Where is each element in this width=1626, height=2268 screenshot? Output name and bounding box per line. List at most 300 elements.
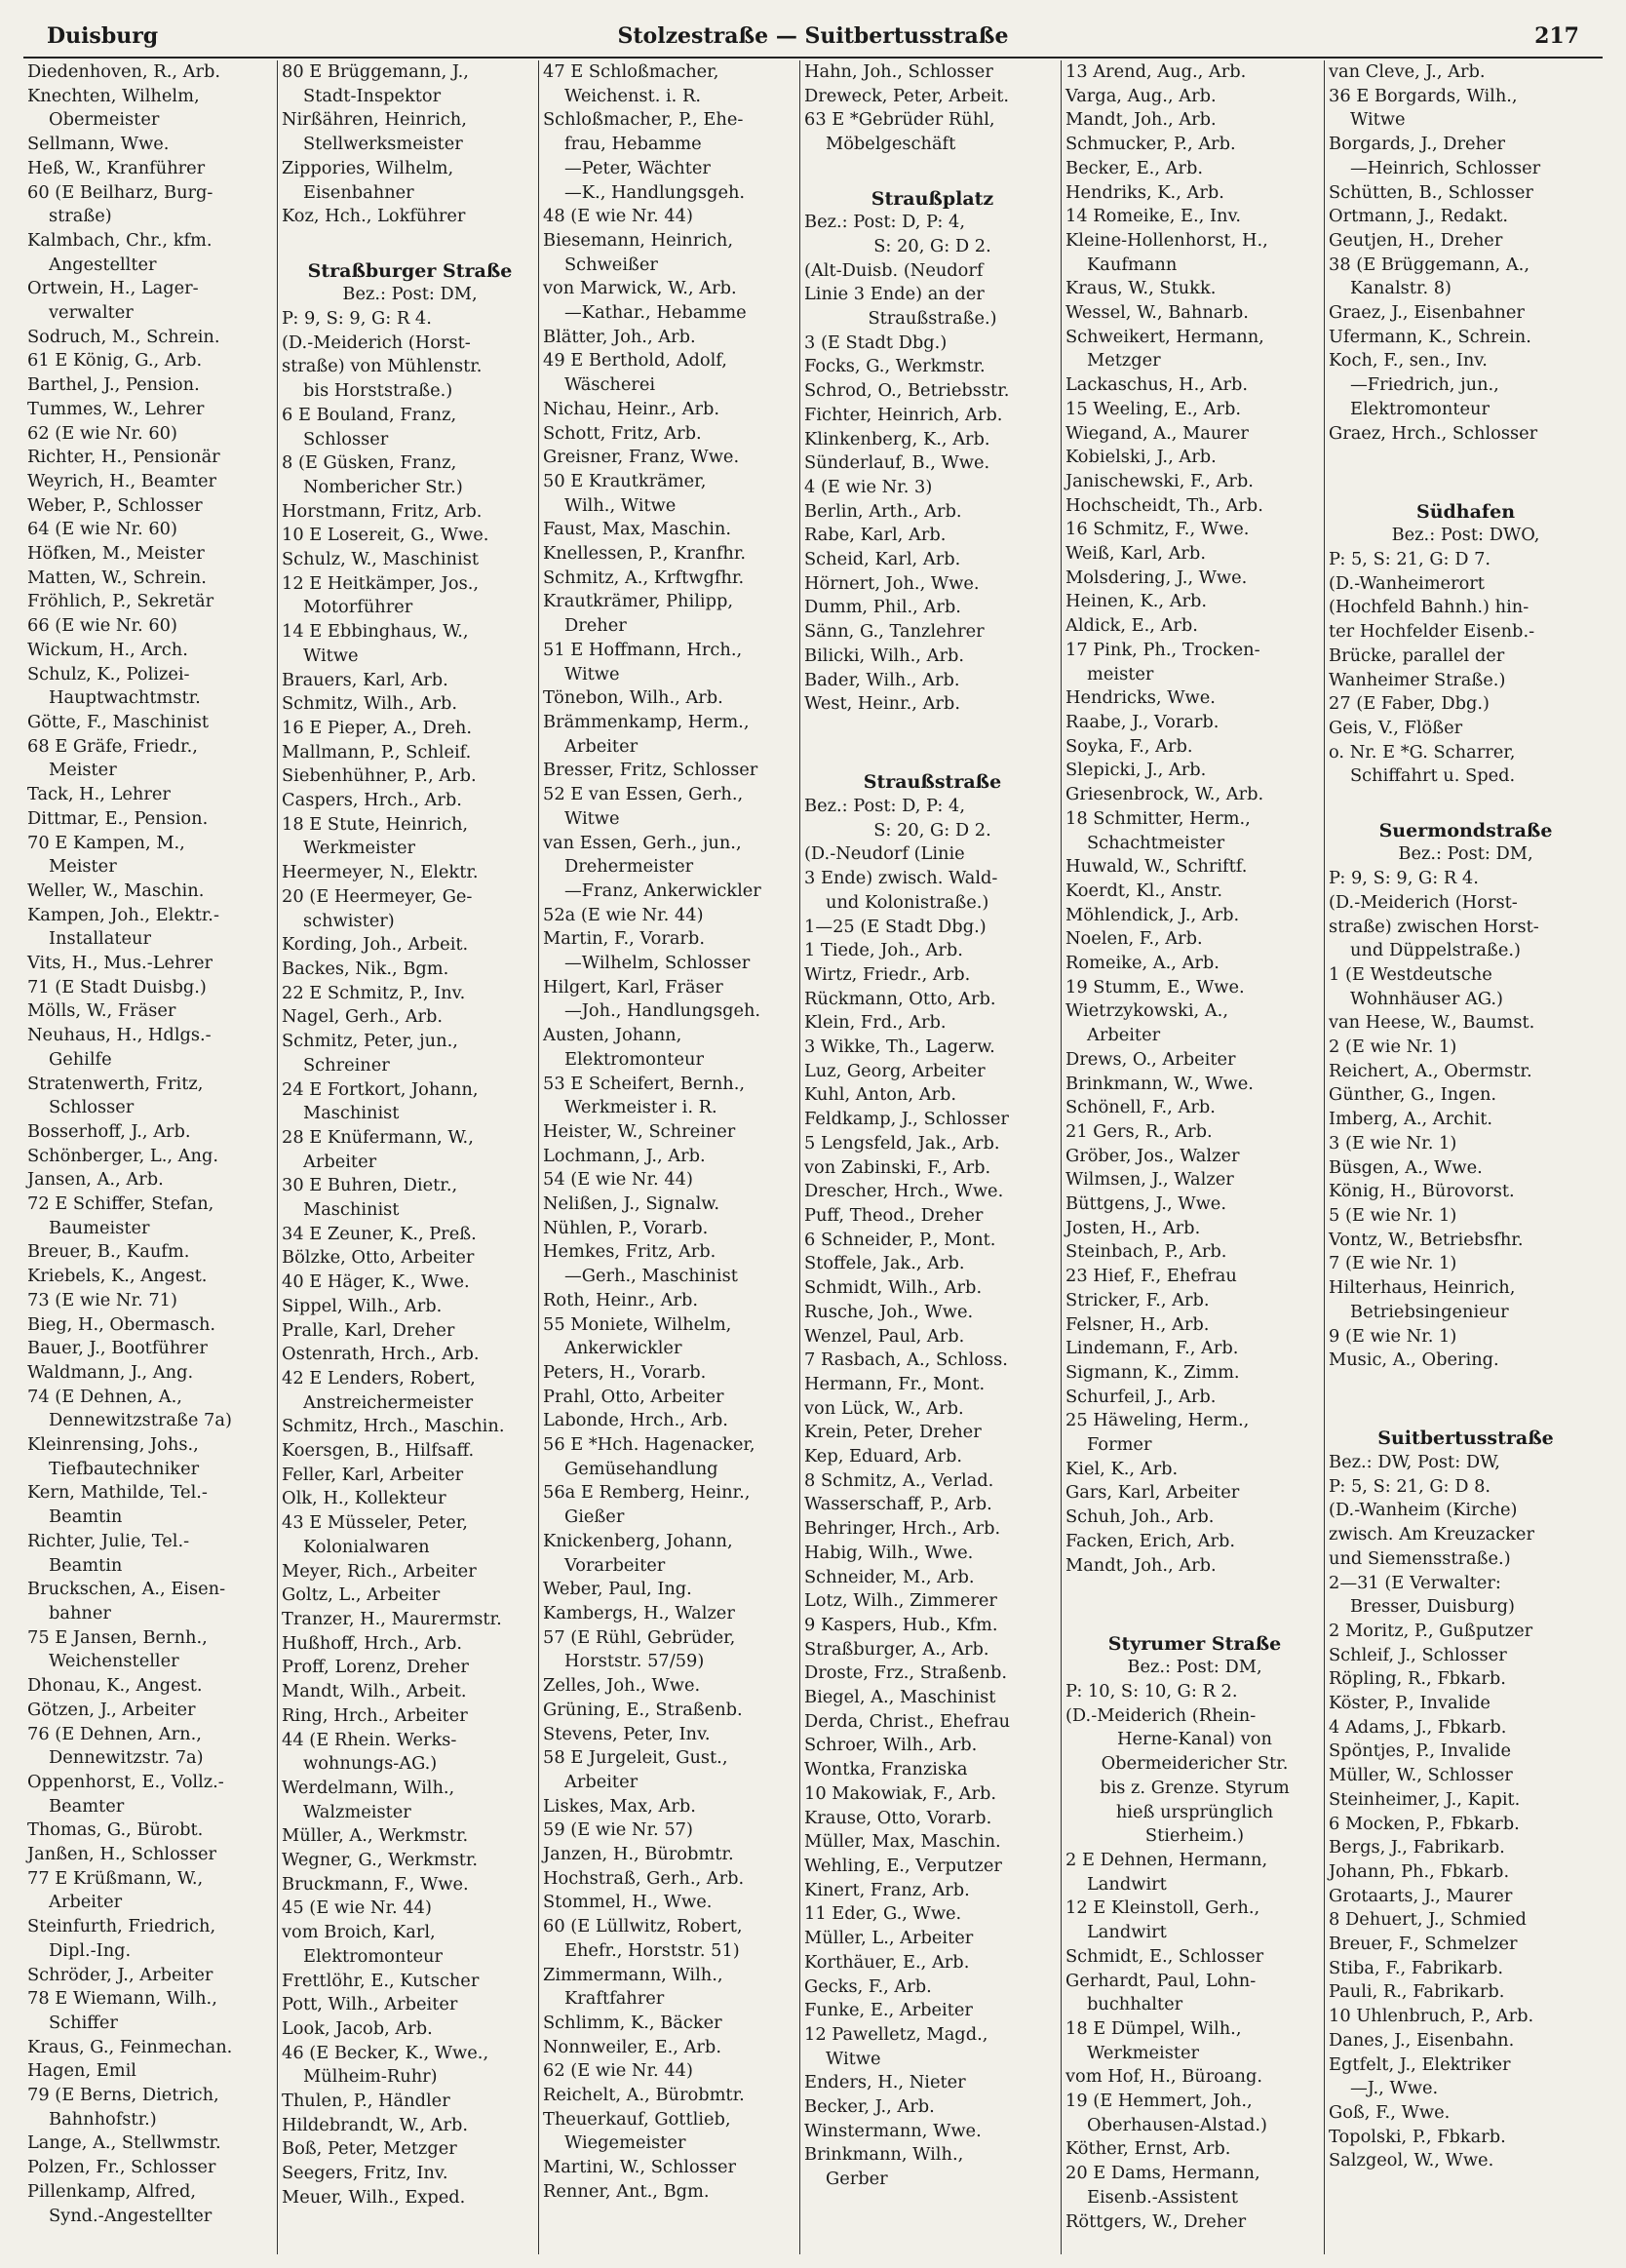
directory-entry: Puff, Theod., Dreher <box>804 1205 984 1226</box>
entry-continuation: Witwe <box>1350 109 1406 131</box>
directory-entry: P: 9, S: 9, G: R 4. <box>1329 868 1479 889</box>
directory-entry: Gerhardt, Paul, Lohn- <box>1065 1970 1257 1991</box>
directory-entry: 55 Moniete, Wilhelm, <box>543 1313 732 1335</box>
directory-entry: Rusche, Joh., Wwe. <box>804 1301 974 1322</box>
directory-entry: Derda, Christ., Ehefrau <box>804 1710 1011 1732</box>
directory-entry: P: 5, S: 21, G: D 8. <box>1329 1475 1491 1497</box>
directory-entry: 8 Schmitz, A., Verlad. <box>804 1469 994 1491</box>
directory-entry: Fichter, Heinrich, Arb. <box>804 404 1003 425</box>
directory-entry: Topolski, P., Fbkarb. <box>1329 2126 1506 2147</box>
directory-entry: Barthel, J., Pension. <box>27 374 200 396</box>
directory-entry: 7 Rasbach, A., Schloss. <box>804 1349 1008 1371</box>
directory-entry: 19 (E Hemmert, Joh., <box>1065 2091 1253 2112</box>
directory-entry: 28 E Knüfermann, W., <box>282 1126 474 1148</box>
directory-entry: 62 (E wie Nr. 44) <box>543 2060 693 2082</box>
directory-entry: Slepicki, J., Arb. <box>1065 760 1207 781</box>
directory-entry: Winstermann, Wwe. <box>804 2120 982 2141</box>
entry-continuation: Schachtmeister <box>1087 832 1225 853</box>
directory-entry: 38 (E Brüggemann, A., <box>1329 254 1529 275</box>
directory-entry: Klinkenberg, K., Arb. <box>804 428 990 450</box>
directory-entry: Sellmann, Wwe. <box>27 134 170 155</box>
directory-entry: Tack, H., Lehrer <box>27 784 171 805</box>
directory-entry: Aldick, E., Arb. <box>1065 615 1198 637</box>
entry-continuation: Stadt-Inspektor <box>303 85 442 106</box>
directory-entry: Theuerkauf, Gottlieb, <box>543 2108 731 2130</box>
street-heading: Styrumer Straße <box>1107 1632 1282 1655</box>
directory-entry: 18 E Dümpel, Wilh., <box>1065 2017 1242 2039</box>
directory-entry: Rabe, Karl, Arb. <box>804 525 947 546</box>
directory-entry: 3 (E wie Nr. 1) <box>1329 1132 1457 1154</box>
entry-continuation: —Friedrich, jun., <box>1350 374 1499 396</box>
directory-entry: Ring, Hrch., Arbeiter <box>282 1704 468 1726</box>
directory-entry: 52a (E wie Nr. 44) <box>543 904 704 925</box>
entry-continuation: Meister <box>49 760 117 781</box>
entry-continuation: —J., Wwe. <box>1350 2078 1439 2099</box>
directory-entry: Janischewski, F., Arb. <box>1065 470 1254 491</box>
directory-entry: Wehling, E., Verputzer <box>804 1855 1002 1876</box>
directory-entry: Look, Jacob, Arb. <box>282 2017 433 2039</box>
directory-entry: 76 (E Dehnen, Arn., <box>27 1723 202 1744</box>
directory-entry: P: 9, S: 9, G: R 4. <box>282 308 432 330</box>
directory-entry: Tönebon, Wilh., Arb. <box>543 687 723 709</box>
directory-entry: (D.-Wanheimerort <box>1329 572 1485 594</box>
directory-entry: 72 E Schiffer, Stefan, <box>27 1193 214 1215</box>
header-city: Duisburg <box>47 23 159 49</box>
directory-entry: Bez.: Post: DM, <box>1127 1657 1262 1678</box>
entry-continuation: Horststr. 57/59) <box>564 1651 705 1672</box>
entry-continuation: Dennewitzstr. 7a) <box>49 1747 204 1769</box>
directory-entry: Austen, Johann, <box>543 1025 682 1046</box>
directory-entry: Vontz, W., Betriebsfhr. <box>1329 1229 1524 1250</box>
directory-entry: Stiba, F., Fabrikarb. <box>1329 1957 1504 1978</box>
directory-column-3 <box>538 60 799 2254</box>
directory-entry: Bez.: Post: DM, <box>342 284 478 305</box>
blank-line <box>804 741 1061 765</box>
directory-entry: Kobielski, J., Arb. <box>1065 447 1217 468</box>
directory-entry: Heermeyer, N., Elektr. <box>282 862 479 883</box>
entry-continuation: Schiffahrt u. Sped. <box>1350 765 1516 787</box>
directory-column-6 <box>1324 60 1603 2254</box>
entry-continuation: Oberhausen-Alstad.) <box>1087 2114 1267 2135</box>
directory-entry: Schott, Fritz, Arb. <box>543 422 702 444</box>
directory-entry: Dreweck, Peter, Arbeit. <box>804 85 1009 106</box>
directory-entry: 80 E Brüggemann, J., <box>282 61 469 82</box>
address-columns <box>23 60 1603 2254</box>
directory-entry: Reichert, A., Obermstr. <box>1329 1060 1532 1081</box>
directory-entry: 2 Moritz, P., Gußputzer <box>1329 1620 1533 1641</box>
directory-entry: Schleif, J., Schlosser <box>1329 1644 1507 1665</box>
directory-entry: 2 (E wie Nr. 1) <box>1329 1036 1457 1058</box>
directory-entry: Schlimm, K., Bäcker <box>543 2012 722 2033</box>
directory-entry: Gecks, F., Arb. <box>804 1975 932 1997</box>
directory-entry: Weller, W., Maschin. <box>27 880 205 901</box>
directory-entry: Zimmermann, Wilh., <box>543 1964 723 1985</box>
directory-entry: Breuer, F., Schmelzer <box>1329 1934 1518 1955</box>
directory-entry: 40 E Häger, K., Wwe. <box>282 1271 470 1293</box>
directory-entry: 18 E Stute, Heinrich, <box>282 813 469 835</box>
directory-column-1 <box>23 60 277 2254</box>
directory-entry: 62 (E wie Nr. 60) <box>27 422 177 444</box>
directory-entry: Sodruch, M., Schrein. <box>27 326 220 347</box>
entry-continuation: Weichenst. i. R. <box>564 85 702 106</box>
directory-entry: Vits, H., Mus.-Lehrer <box>27 953 213 974</box>
directory-entry: Feldkamp, J., Schlosser <box>804 1109 1009 1130</box>
directory-entry: 78 E Wiemann, Wilh., <box>27 1988 217 2010</box>
directory-entry: Thulen, P., Händler <box>282 2091 450 2112</box>
entry-continuation: Kraftfahrer <box>564 1988 665 2010</box>
directory-entry: Knechten, Wilhelm, <box>27 85 200 106</box>
directory-entry: Bauer, J., Bootführer <box>27 1338 208 1359</box>
directory-entry: bis z. Grenze. Styrum <box>1100 1777 1290 1798</box>
directory-entry: Stratenwerth, Fritz, <box>27 1073 204 1094</box>
directory-entry: Hendriks, K., Arb. <box>1065 181 1224 203</box>
directory-entry: Obermeidericher Str. <box>1101 1753 1289 1775</box>
directory-entry: Bergs, J., Fabrikarb. <box>1329 1837 1505 1858</box>
directory-entry: Kleine-Hollenhorst, H., <box>1065 229 1268 251</box>
directory-entry: 18 Schmitter, Herm., <box>1065 807 1251 829</box>
directory-entry: Müller, L., Arbeiter <box>804 1928 974 1949</box>
directory-entry: Scheid, Karl, Arb. <box>804 549 961 570</box>
directory-entry: Becker, J., Arb. <box>804 2096 935 2118</box>
directory-entry: 14 Romeike, E., Inv. <box>1065 206 1242 227</box>
directory-entry: Grüning, E., Straßenb. <box>543 1699 743 1720</box>
entry-continuation: —Kathar., Hebamme <box>564 302 747 324</box>
entry-continuation: Beamter <box>49 1795 125 1817</box>
entry-continuation: Witwe <box>564 663 620 684</box>
entry-continuation: Werkmeister <box>1087 2042 1199 2063</box>
directory-entry: 6 E Bouland, Franz, <box>282 404 457 425</box>
directory-entry: Wirtz, Friedr., Arb. <box>804 963 971 985</box>
directory-entry: von Lück, W., Arb. <box>804 1397 964 1419</box>
directory-entry: 68 E Gräfe, Friedr., <box>27 735 198 757</box>
directory-entry: 20 (E Heermeyer, Ge- <box>282 885 473 907</box>
directory-entry: straße) von Mühlenstr. <box>282 356 483 377</box>
street-heading: Straßburger Straße <box>307 259 513 282</box>
entry-continuation: Former <box>1087 1434 1152 1456</box>
directory-entry: Müller, Max, Maschin. <box>804 1831 1001 1853</box>
directory-entry: Lackaschus, H., Arb. <box>1065 374 1248 396</box>
directory-entry: Richter, H., Pensionär <box>27 447 220 468</box>
directory-entry: Rückmann, Otto, Arb. <box>804 988 996 1009</box>
directory-entry: Sigmann, K., Zimm. <box>1065 1361 1240 1383</box>
directory-entry: Griesenbrock, W., Arb. <box>1065 784 1264 805</box>
directory-entry: Schmidt, Wilh., Arb. <box>804 1277 983 1299</box>
directory-entry: Wegner, G., Werkmstr. <box>282 1850 479 1871</box>
directory-entry: Janzen, H., Bürobmtr. <box>543 1844 734 1865</box>
directory-entry: Oppenhorst, E., Vollz.- <box>27 1771 224 1792</box>
directory-entry: Romeike, A., Arb. <box>1065 953 1220 974</box>
entry-continuation: Gießer <box>564 1506 625 1528</box>
directory-entry: Ortmann, J., Redakt. <box>1329 206 1509 227</box>
directory-entry: Kuhl, Anton, Arb. <box>804 1084 957 1106</box>
entry-continuation: Landwirt <box>1087 1922 1167 1943</box>
directory-entry: Kleinrensing, Johs., <box>27 1434 199 1456</box>
directory-entry: Nonnweiler, E., Arb. <box>543 2036 721 2057</box>
directory-entry: Frettlöhr, E., Kutscher <box>282 1970 480 1991</box>
entry-continuation: Weichensteller <box>49 1651 179 1672</box>
entry-continuation: Werkmeister <box>303 838 415 859</box>
directory-entry: Waldmann, J., Ang. <box>27 1361 194 1383</box>
directory-entry: Stevens, Peter, Inv. <box>543 1723 711 1744</box>
directory-entry: Soyka, F., Arb. <box>1065 735 1193 757</box>
directory-entry: Kinert, Franz, Arb. <box>804 1879 970 1900</box>
entry-continuation: und Kolonistraße.) <box>826 891 989 913</box>
entry-continuation: Dreher <box>564 615 627 637</box>
blank-line <box>1329 446 1603 470</box>
directory-entry: Bez.: Post: DWO, <box>1391 525 1540 546</box>
directory-entry: Schmidt, E., Schlosser <box>1065 1945 1264 1967</box>
directory-entry: Graez, J., Eisenbahner <box>1329 302 1525 324</box>
directory-entry: 2 E Dehnen, Hermann, <box>1065 1850 1268 1870</box>
directory-entry: Roth, Heinr., Arb. <box>543 1289 699 1310</box>
entry-continuation: Dennewitzstraße 7a) <box>49 1410 232 1431</box>
directory-entry: Mandt, Joh., Arb. <box>1065 1554 1217 1576</box>
entry-continuation: verwalter <box>49 302 134 324</box>
directory-entry: Music, A., Obering. <box>1329 1349 1499 1371</box>
directory-entry: Mölls, W., Fräser <box>27 1000 176 1022</box>
directory-entry: Lochmann, J., Arb. <box>543 1145 706 1166</box>
directory-entry: Götzen, J., Arbeiter <box>27 1699 196 1720</box>
entry-continuation: Wohnhäuser AG.) <box>1350 988 1503 1009</box>
directory-entry: Wietrzykowski, A., <box>1065 1000 1228 1022</box>
directory-entry: Schweikert, Hermann, <box>1065 326 1264 347</box>
directory-entry: Weiß, Karl, Arb. <box>1065 543 1206 565</box>
directory-entry: 16 E Pieper, A., Dreh. <box>282 717 473 738</box>
directory-entry: P: 10, S: 10, G: R 2. <box>1065 1681 1238 1702</box>
entry-continuation: Arbeiter <box>564 735 639 757</box>
directory-entry: Dittmar, E., Pension. <box>27 807 209 829</box>
street-heading: Suermondstraße <box>1378 819 1553 841</box>
directory-entry: hieß ursprünglich <box>1115 1801 1274 1822</box>
directory-entry: Becker, E., Arb. <box>1065 157 1204 178</box>
directory-entry: 22 E Schmitz, P., Inv. <box>282 982 466 1003</box>
directory-entry: Luz, Georg, Arbeiter <box>804 1060 986 1081</box>
directory-entry: Peters, H., Vorarb. <box>543 1361 707 1383</box>
entry-continuation: Bresser, Duisburg) <box>1350 1596 1515 1618</box>
directory-entry: Funke, E., Arbeiter <box>804 2000 973 2021</box>
directory-entry: o. Nr. E *G. Scharrer, <box>1329 741 1516 763</box>
directory-entry: 60 (E Lüllwitz, Robert, <box>543 1916 743 1937</box>
directory-entry: Raabe, J., Vorarb. <box>1065 711 1220 732</box>
entry-continuation: Gemüsehandlung <box>564 1458 718 1479</box>
street-heading: Straußplatz <box>871 187 994 210</box>
directory-entry: Janßen, H., Schlosser <box>27 1844 217 1865</box>
blank-line <box>1065 1578 1324 1602</box>
directory-column-2 <box>277 60 538 2254</box>
entry-continuation: Kolonialwaren <box>303 1536 430 1557</box>
directory-entry: 77 E Krüßmann, W., <box>27 1867 204 1889</box>
directory-entry: 12 E Heitkämper, Jos., <box>282 572 480 594</box>
directory-entry: 11 Eder, G., Wwe. <box>804 1903 962 1925</box>
street-heading: Suitbertusstraße <box>1377 1427 1554 1450</box>
directory-entry: Krautkrämer, Philipp, <box>543 591 733 612</box>
directory-entry: Weyrich, H., Beamter <box>27 470 216 491</box>
entry-continuation: meister <box>1087 663 1154 684</box>
directory-entry: Faust, Max, Maschin. <box>543 519 732 540</box>
directory-entry: Klein, Frd., Arb. <box>804 1012 947 1034</box>
directory-entry: Müller, W., Schlosser <box>1329 1765 1513 1786</box>
directory-entry: von Marwick, W., Arb. <box>543 278 737 299</box>
directory-entry: (D.-Meiderich (Horst- <box>1329 891 1518 913</box>
directory-entry: Bruckschen, A., Eisen- <box>27 1579 226 1600</box>
directory-entry: Büttgens, J., Wwe. <box>1065 1193 1226 1215</box>
directory-entry: Geis, V., Flößer <box>1329 717 1463 738</box>
entry-continuation: —Franz, Ankerwickler <box>564 880 761 901</box>
directory-entry: Stricker, F., Arb. <box>1065 1289 1210 1310</box>
directory-entry: Schütten, B., Schlosser <box>1329 181 1533 203</box>
directory-entry: Bosserhoff, J., Arb. <box>27 1120 191 1142</box>
entry-continuation: —Joh., Handlungsgeh. <box>564 1000 761 1022</box>
directory-entry: Höfken, M., Meister <box>27 543 205 565</box>
blank-line <box>1329 1397 1603 1422</box>
directory-entry: Sänn, G., Tanzlehrer <box>804 621 985 643</box>
directory-entry: Koersgen, B., Hilfsaff. <box>282 1440 475 1462</box>
directory-entry: von Zabinski, F., Arb. <box>804 1156 991 1178</box>
directory-entry: Röpling, R., Fbkarb. <box>1329 1668 1506 1690</box>
directory-entry: 59 (E wie Nr. 57) <box>543 1819 693 1841</box>
directory-entry: Olk, H., Kollekteur <box>282 1488 446 1509</box>
directory-entry: Behringer, Hrch., Arb. <box>804 1518 1001 1540</box>
directory-entry: Lange, A., Stellwmstr. <box>27 2132 221 2154</box>
entry-continuation: Elektromonteur <box>564 1048 704 1070</box>
directory-entry: 44 (E Rhein. Werks- <box>282 1729 457 1750</box>
entry-continuation: Hauptwachtmstr. <box>49 687 201 709</box>
directory-entry: Noelen, F., Arb. <box>1065 928 1203 950</box>
directory-entry: Diedenhoven, R., Arb. <box>27 61 221 82</box>
directory-entry: Fröhlich, P., Sekretär <box>27 591 214 612</box>
directory-entry: Egtfelt, J., Elektriker <box>1329 2053 1511 2075</box>
blank-line <box>1329 470 1603 494</box>
directory-entry: Tranzer, H., Maurermstr. <box>282 1608 502 1629</box>
directory-entry: Blätter, Joh., Arb. <box>543 326 696 347</box>
directory-entry: Wessel, W., Bahnarb. <box>1065 302 1249 324</box>
directory-entry: Schurfeil, J., Arb. <box>1065 1386 1217 1407</box>
directory-entry: Köther, Ernst, Arb. <box>1065 2138 1231 2160</box>
directory-entry: Brauers, Karl, Arb. <box>282 669 448 690</box>
entry-continuation: Mülheim-Ruhr) <box>303 2066 438 2088</box>
directory-entry: ter Hochfelder Eisenb.- <box>1329 621 1535 643</box>
directory-entry: und Siemensstraße.) <box>1329 1547 1511 1569</box>
entry-continuation: Werkmeister i. R. <box>564 1097 717 1118</box>
directory-entry: 1 Tiede, Joh., Arb. <box>804 940 963 961</box>
directory-entry: Köster, P., Invalide <box>1329 1693 1490 1714</box>
directory-entry: Neuhaus, H., Hdlgs.- <box>27 1025 212 1046</box>
entry-continuation: Tiefbautechniker <box>49 1458 200 1479</box>
directory-entry: Goß, F., Wwe. <box>1329 2101 1451 2123</box>
directory-entry: 4 Adams, J., Fbkarb. <box>1329 1716 1507 1738</box>
directory-entry: 9 Kaspers, Hub., Kfm. <box>804 1614 998 1635</box>
entry-continuation: —K., Handlungsgeh. <box>564 181 746 203</box>
directory-entry: Hörnert, Joh., Wwe. <box>804 572 980 594</box>
entry-continuation: Elektromonteur <box>1350 398 1490 419</box>
directory-entry: 10 Uhlenbruch, P., Arb. <box>1329 2006 1534 2027</box>
directory-entry: 49 E Berthold, Adolf, <box>543 350 727 371</box>
directory-entry: 8 (E Güsken, Franz, <box>282 452 457 474</box>
directory-entry: Molsdering, J., Wwe. <box>1065 567 1248 588</box>
entry-continuation: Arbeiter <box>303 1151 377 1172</box>
directory-entry: Kraus, W., Stukk. <box>1065 278 1217 299</box>
directory-entry: Josten, H., Arb. <box>1065 1217 1201 1238</box>
directory-entry: 12 Pawelletz, Magd., <box>804 2023 988 2045</box>
directory-entry: vom Broich, Karl, <box>282 1922 436 1943</box>
directory-entry: Labonde, Hrch., Arb. <box>543 1410 728 1431</box>
entry-continuation: Schiffer <box>49 2012 118 2033</box>
directory-entry: 4 (E wie Nr. 3) <box>804 476 933 497</box>
page-number: 217 <box>1534 23 1579 49</box>
directory-entry: Zelles, Joh., Wwe. <box>543 1675 701 1697</box>
directory-entry: Bilicki, Wilh., Arb. <box>804 645 964 666</box>
directory-entry: Koch, F., sen., Inv. <box>1329 350 1488 371</box>
directory-entry: Wickum, H., Arch. <box>27 639 188 660</box>
directory-entry: Günther, G., Ingen. <box>1329 1084 1497 1106</box>
entry-continuation: Angestellter <box>49 254 157 275</box>
entry-continuation: Stellwerksmeister <box>303 134 463 155</box>
directory-entry: Koz, Hch., Lokführer <box>282 206 466 227</box>
directory-entry: Imberg, A., Archit. <box>1329 1109 1493 1130</box>
directory-entry: 52 E van Essen, Gerh., <box>543 784 744 805</box>
directory-entry: (Alt-Duisb. (Neudorf <box>804 259 984 281</box>
directory-entry: Habig, Wilh., Wwe. <box>804 1542 974 1563</box>
directory-entry: Heinen, K., Arb. <box>1065 591 1208 612</box>
directory-entry: Meuer, Wilh., Exped. <box>282 2186 466 2208</box>
directory-entry: (D.-Meiderich (Horst- <box>282 332 471 353</box>
directory-entry: Schulz, K., Polizei- <box>27 663 190 684</box>
directory-entry: 61 E König, G., Arb. <box>27 350 203 371</box>
directory-entry: Weber, Paul, Ing. <box>543 1579 692 1600</box>
directory-entry: Schmitz, Hrch., Maschin. <box>282 1416 505 1437</box>
directory-entry: Heister, W., Schreiner <box>543 1120 736 1142</box>
directory-entry: Backes, Nik., Bgm. <box>282 958 449 979</box>
directory-entry: Dumm, Phil., Arb. <box>804 597 961 618</box>
directory-entry: Zippories, Wilhelm, <box>282 157 454 178</box>
directory-entry: Goltz, L., Arbeiter <box>282 1584 441 1606</box>
entry-continuation: Nombericher Str.) <box>303 476 463 497</box>
directory-entry: Meyer, Rich., Arbeiter <box>282 1560 477 1582</box>
directory-entry: Hendricks, Wwe. <box>1065 687 1216 709</box>
directory-entry: 5 Lengsfeld, Jak., Arb. <box>804 1132 1000 1154</box>
directory-entry: 3 Wikke, Th., Lagerw. <box>804 1036 995 1058</box>
directory-entry: Wiegand, A., Maurer <box>1065 422 1249 444</box>
directory-entry: 63 E *Gebrüder Rühl, <box>804 109 995 131</box>
directory-entry: Stommel, H., Wwe. <box>543 1892 713 1913</box>
entry-continuation: bis Horststraße.) <box>303 380 453 402</box>
directory-entry: Brinkmann, W., Wwe. <box>1065 1073 1254 1094</box>
directory-entry: Werdelmann, Wilh., <box>282 1777 455 1798</box>
directory-entry: (D.-Neudorf (Linie <box>804 843 965 865</box>
directory-entry: S: 20, G: D 2. <box>873 819 991 841</box>
directory-entry: Brämmenkamp, Herm., <box>543 711 750 732</box>
directory-entry: Varga, Aug., Arb. <box>1065 85 1217 106</box>
directory-entry: 6 Mocken, P., Fbkarb. <box>1329 1813 1520 1834</box>
directory-entry: Breuer, B., Kaufm. <box>27 1241 190 1263</box>
directory-entry: Linie 3 Ende) an der <box>804 284 985 305</box>
directory-entry: Heß, W., Kranführer <box>27 157 206 178</box>
blank-line <box>1065 1602 1324 1626</box>
directory-entry: Hemkes, Fritz, Arb. <box>543 1241 716 1263</box>
directory-entry: Kraus, G., Feinmechan. <box>27 2036 233 2057</box>
entry-continuation: Witwe <box>564 807 620 829</box>
entry-continuation: wohnungs-AG.) <box>303 1753 438 1775</box>
directory-entry: Jansen, A., Arb. <box>27 1169 164 1191</box>
directory-entry: 51 E Hoffmann, Hrch., <box>543 639 743 660</box>
directory-entry: Wilmsen, J., Walzer <box>1065 1169 1234 1191</box>
directory-entry: Enders, H., Nieter <box>804 2072 966 2093</box>
entry-continuation: Wäscherei <box>564 374 656 396</box>
directory-entry: Pauli, R., Fabrikarb. <box>1329 1981 1505 2003</box>
directory-entry: straße) zwischen Horst- <box>1329 916 1539 937</box>
directory-entry: 73 (E wie Nr. 71) <box>27 1289 177 1310</box>
street-heading: Südhafen <box>1415 500 1516 523</box>
